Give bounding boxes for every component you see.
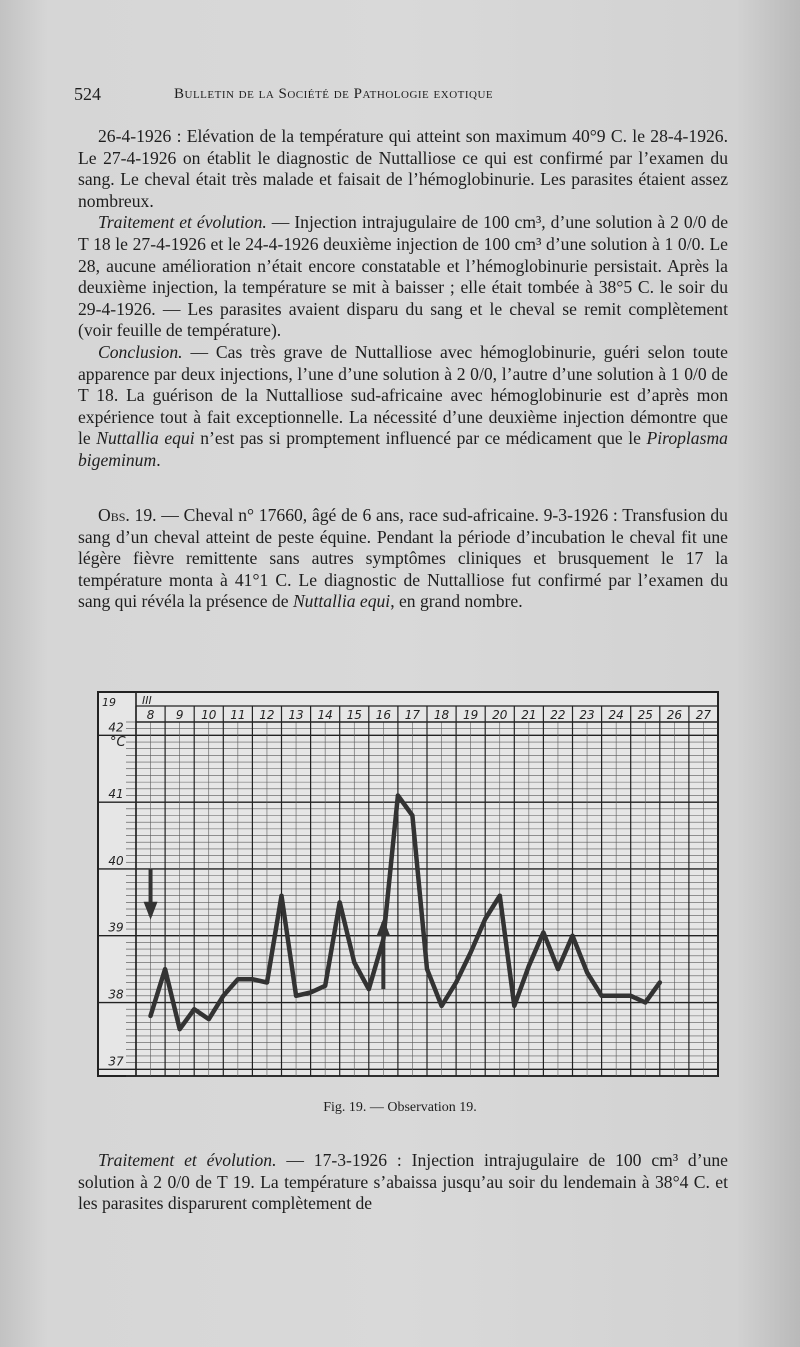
- temperature-point: [440, 1004, 444, 1008]
- figure-caption: Fig. 19. — Observation 19.: [323, 1100, 477, 1115]
- temperature-point: [338, 901, 342, 905]
- temperature-point: [658, 981, 662, 985]
- y-tick-label: 42: [108, 720, 124, 735]
- temperature-point: [163, 967, 167, 971]
- paragraph-treatment: Traitement et évolution. — Injection intrajugulaire de 100 cm³, d’une solution à 2 0/0 de T 18 le 27-4-1926 et le 24-4-1926 deuxième injection de 100 cm³ d’une solution à 1 0/0. Le 28, aucune amélioration n’était encore constatable et l’hémoglobinurie persistait. Après la deuxième injection, la température se mit à baisser ; elle était tombée à 38°5 C. le soir du 29-4-1926. — Les parasites avaient disparu du sang et le cheval se remit complètement (voir feuille de température).: [78, 212, 728, 341]
- temperature-point: [280, 894, 284, 898]
- temperature-point: [513, 1004, 517, 1008]
- temperature-point: [542, 931, 546, 935]
- paragraph-conclusion: Conclusion. — Cas très grave de Nuttalliose avec hémoglobinurie, guéri selon toute apparence par deux injections, l’une d’une solution à 2 0/0, l’autre d’une solution à 1 0/0 de T 18. La guérison de la Nuttalliose sud-africaine avec hémoglobinurie est d’après mon expérience tout à fait exceptionnelle. La nécessité d’une deuxième injection démontre que le Nuttallia equi n’est pas si promptement influencé par ce médicament que le Piroplasma bigeminum.: [78, 341, 728, 470]
- x-tick-label: 16: [375, 708, 391, 722]
- running-title: Bulletin de la Société de Pathologie exotique: [174, 86, 494, 102]
- text-block-top: [78, 126, 728, 472]
- temperature-point: [483, 917, 487, 921]
- temperature-point: [643, 1001, 647, 1005]
- x-tick-label: 25: [637, 708, 653, 722]
- paragraph-observation: Obs. 19. — Cheval n° 17660, âgé de 6 ans, race sud-africaine. 9-3-1926 : Transfusion du sang d’un cheval atteint de peste équine. Pendant la période d’incubation le cheval fit une légère fièvre remittente sans autres symptômes cliniques et brusquement le 17 la température monta à 41°1 C. Le diagnostic de Nuttalliose fut confirmé par l’examen du sang qui révéla la présence de Nuttallia equi, en grand nombre.: [78, 505, 728, 612]
- text-block-bottom: [78, 1150, 728, 1215]
- temperature-chart-svg: [96, 690, 721, 1080]
- x-tick-label: 17: [404, 708, 421, 722]
- temperature-point: [614, 994, 618, 998]
- temperature-point: [469, 951, 473, 955]
- y-tick-label: 40: [108, 853, 124, 868]
- page-header: [74, 84, 728, 108]
- temperature-point: [251, 977, 255, 981]
- temperature-chart: [96, 690, 721, 1080]
- text-block-observation: [78, 505, 728, 613]
- temperature-point: [571, 934, 575, 938]
- temperature-point: [411, 814, 415, 818]
- temperature-point: [222, 994, 226, 998]
- temperature-point: [265, 981, 269, 985]
- temperature-point: [149, 1014, 153, 1018]
- temperature-point: [207, 1017, 211, 1021]
- y-tick-label: 38: [108, 987, 124, 1002]
- run-in-heading: Traitement et évolution.: [98, 212, 267, 233]
- x-tick-label: 8: [146, 708, 155, 722]
- paragraph-treatment-obs19: Traitement et évolution. — 17-3-1926 : Injection intrajugulaire de 100 cm³ d’une solution à 2 0/0 de T 19. La température s’abaissa jusqu’au soir du lendemain à 38°4 C. et les parasites disparurent complètement de: [78, 1150, 728, 1214]
- temperature-point: [192, 1007, 196, 1011]
- temperature-point: [527, 964, 531, 968]
- temperature-point: [498, 894, 502, 898]
- chart-month-label: III: [142, 694, 152, 707]
- temperature-point: [236, 977, 240, 981]
- observation-label: Obs. 19.: [98, 505, 157, 525]
- temperature-point: [367, 987, 371, 991]
- x-tick-label: 27: [695, 708, 712, 722]
- paragraph-temperature: 26-4-1926 : Elévation de la température qui atteint son maximum 40°9 C. le 28-4-1926. Le 27-4-1926 on établit le diagnostic de Nuttalliose ce qui est confirmé par l’examen du sang. Le cheval était très malade et faisait de l’hémoglobinurie. Les parasites étaient assez nombreux.: [78, 126, 728, 211]
- temperature-point: [178, 1027, 182, 1031]
- x-tick-label: 18: [433, 708, 450, 722]
- temperature-point: [425, 967, 429, 971]
- temperature-point: [556, 967, 560, 971]
- temperature-point: [585, 971, 589, 975]
- chart-corner-label: 19: [102, 696, 116, 709]
- temperature-point: [600, 994, 604, 998]
- temperature-point: [294, 994, 298, 998]
- run-in-heading: Conclusion.: [98, 341, 183, 362]
- x-tick-label: 15: [346, 708, 362, 722]
- y-tick-label: 39: [108, 920, 124, 935]
- x-tick-label: 13: [288, 708, 304, 722]
- x-tick-label: 9: [175, 708, 184, 722]
- temperature-point: [396, 794, 400, 798]
- chart-frame: [98, 692, 718, 1076]
- x-tick-label: 21: [521, 708, 537, 722]
- y-tick-label: 41: [108, 787, 124, 802]
- x-tick-label: 22: [550, 708, 566, 722]
- run-in-heading: Traitement et évolution.: [98, 1150, 277, 1170]
- x-tick-label: 24: [608, 708, 624, 722]
- x-tick-label: 26: [666, 708, 682, 722]
- x-tick-label: 20: [492, 708, 508, 722]
- chart-grid: [98, 692, 718, 1076]
- x-tick-label: 10: [201, 708, 217, 722]
- x-tick-label: 11: [230, 708, 246, 722]
- temperature-point: [454, 981, 458, 985]
- y-tick-label: 37: [108, 1054, 124, 1069]
- temperature-point: [309, 991, 313, 995]
- temperature-point: [323, 984, 327, 988]
- page-number: 524: [74, 84, 101, 104]
- x-tick-label: 12: [259, 708, 275, 722]
- temperature-point: [352, 961, 356, 965]
- temperature-point: [629, 994, 633, 998]
- x-tick-label: 23: [579, 708, 595, 722]
- x-tick-label: 14: [317, 708, 333, 722]
- chart-unit-label: °C: [110, 735, 126, 750]
- x-tick-label: 19: [463, 708, 479, 722]
